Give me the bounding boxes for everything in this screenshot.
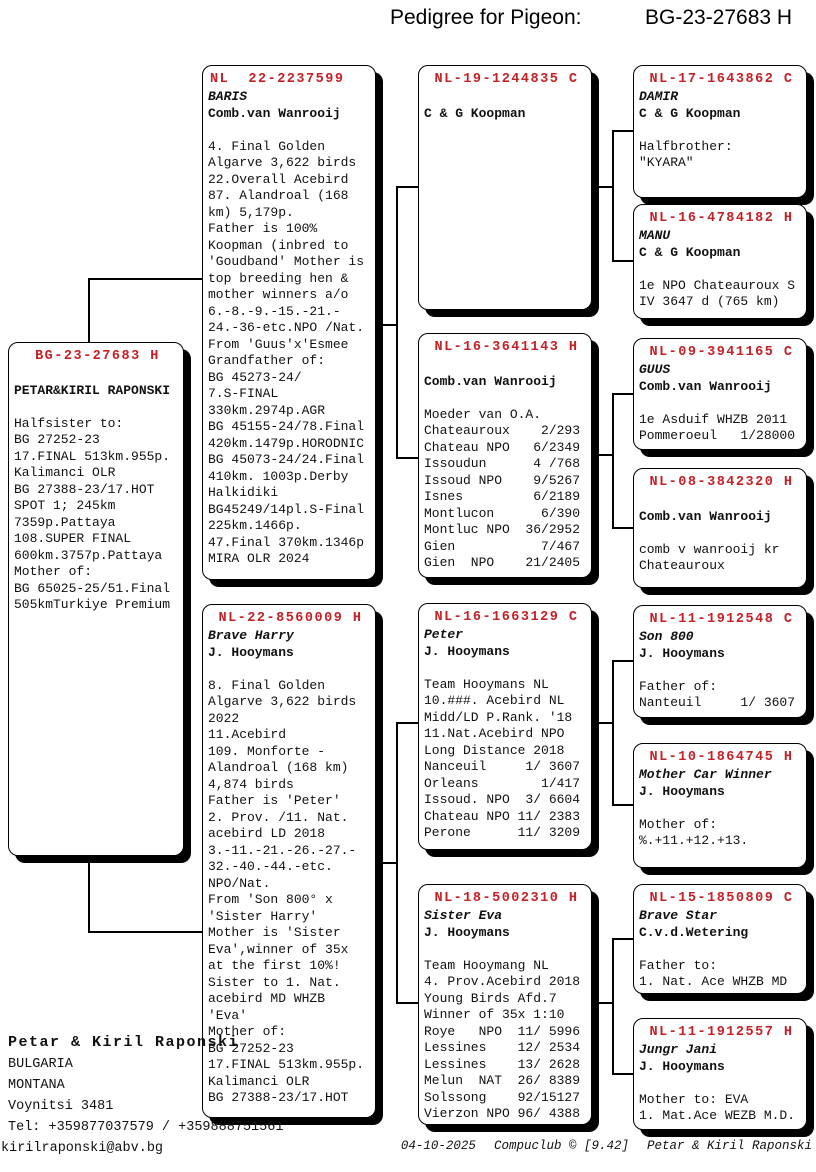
pigeon-details: Brave Star C.v.d.Wetering Father to: 1. Nat. Ace WHZB MD	[639, 908, 788, 989]
connector-line	[592, 454, 614, 456]
pedigree-box-sire	[202, 65, 376, 580]
ring-number: NL-16-3641143 H	[434, 340, 579, 355]
connector-line	[592, 186, 614, 188]
ring-number: NL-15-1850809 C	[649, 891, 794, 906]
connector-line	[612, 938, 614, 1075]
footer-owner: Petar & Kiril Raponski	[646, 1139, 812, 1153]
pedigree-box-dam-sire-dam	[633, 743, 807, 868]
connector-line	[396, 1002, 418, 1004]
connector-line	[376, 862, 398, 864]
pedigree-box-sire-sire-dam	[633, 204, 807, 319]
connector-line	[396, 186, 398, 459]
connector-line	[612, 393, 633, 395]
pigeon-details: Son 800 J. Hooymans Father of: Nanteuil 1/ 3607	[639, 629, 796, 710]
connector-line	[612, 393, 614, 529]
owner-country: BULGARIA	[8, 1057, 73, 1072]
owner-phone: Tel: +359877037579 / +359888751561	[8, 1120, 284, 1135]
pigeon-details: Jungr Jani J. Hooymans Mother to: EVA 1. Mat.Ace WEZB M.D.	[639, 1042, 796, 1123]
owner-email: kirilraponski@abv.bg	[1, 1141, 164, 1156]
ring-number: NL-09-3941165 C	[649, 345, 794, 360]
ring-number: BG-23-27683 H	[35, 349, 160, 364]
page-title-ring-number: BG-23-27683 H	[645, 6, 793, 29]
ring-number: NL-10-1864745 H	[649, 750, 794, 765]
ring-number: NL-08-3842320 H	[649, 475, 794, 490]
pigeon-details: MANU C & G Koopman 1e NPO Chateauroux S IV 3647 d (765 km)	[639, 228, 796, 309]
pigeon-details: C & G Koopman	[424, 105, 526, 121]
connector-line	[612, 938, 633, 940]
connector-line	[88, 931, 202, 933]
ring-number: NL-16-4784182 H	[649, 211, 794, 226]
pedigree-box-sire-dam-sire	[633, 338, 807, 450]
owner-address: Voynitsi 3481	[8, 1099, 114, 1114]
footer	[401, 1139, 812, 1153]
ring-number: NL-11-1912557 H	[649, 1025, 794, 1040]
connector-line	[88, 278, 202, 280]
ring-number: NL-17-1643862 C	[649, 72, 794, 87]
connector-line	[612, 130, 633, 132]
ring-number: NL-19-1244835 C	[434, 72, 579, 87]
pigeon-details: GUUS Comb.van Wanrooij 1e Asduif WHZB 2011 Pommeroeul 1/28000	[639, 362, 796, 443]
connector-line	[612, 260, 633, 262]
footer-date: 04-10-2025	[400, 1139, 476, 1153]
pigeon-details: DAMIR C & G Koopman Halfbrother: "KYARA"	[639, 89, 741, 170]
pedigree-box-sire-sire-sire	[633, 65, 807, 198]
ring-number: NL-18-5002310 H	[434, 891, 579, 906]
connector-line	[88, 856, 90, 933]
connector-line	[612, 527, 633, 529]
connector-line	[376, 324, 398, 326]
connector-line	[396, 722, 418, 724]
pedigree-box-dam-sire	[418, 603, 592, 850]
pedigree-box-dam-dam	[418, 884, 592, 1125]
connector-line	[396, 186, 418, 188]
pedigree-box-dam-dam-dam	[633, 1018, 807, 1130]
pedigree-box-sire-dam	[418, 333, 592, 578]
pedigree-box-sire-sire	[418, 65, 592, 310]
connector-line	[612, 130, 614, 262]
connector-line	[88, 278, 90, 344]
owner-block	[1, 1032, 284, 1159]
footer-app-version: Compuclub © [9.42]	[493, 1139, 629, 1153]
pedigree-box-sire-dam-dam	[633, 468, 807, 588]
connector-line	[612, 1073, 633, 1075]
pigeon-details: PETAR&KIRIL RAPONSKI Halfsister to: BG 27252-23 17.FINAL 513km.955p. Kalimanci OLR BG 27388-23/17.HOT SPOT 1; 245km 7359p.Pattaya 108.SUPER FINAL 600km.3757p.Pattaya Mother of: BG 65025-25/51.Final 505kmTurkiye Premium	[14, 382, 171, 612]
connector-line	[592, 722, 614, 724]
pigeon-details: Sister Eva J. Hooymans Team Hooymang NL 4. Prov.Acebird 2018 Young Birds Afd.7 Winner of 35x 1:10 Roye NPO 11/ 5996 Lessines 12/ 2534 Lessines 13/ 2628 Melun NAT 26/ 8389 Solssong 92/15127 Vierzon NPO 96/ 4388	[424, 908, 581, 1121]
pigeon-details: Comb.van Wanrooij comb v wanrooij kr Chateauroux	[639, 508, 780, 573]
pigeon-details: BARIS Comb.van Wanrooij 4. Final Golden Algarve 3,622 birds 22.Overall Acebird 87. Alandroal (168 km) 5,179p. Father is 100% Koopman (inbred to 'Goudband' Mother is top breeding hen & mother winners a/o 6.-8.-9.-15.-21.- 24.-36-etc.NPO /Nat. From 'Guus'x'Esmee Grandfather of: BG 45273-24/ 7.S-FINAL 330km.2974p.AGR BG 45155-24/78.Final 420km.1479p.HORODNIC BG 45073-24/24.Final 410km. 1003p.Derby Halkidiki BG45249/14pl.S-Final 225km.1466p. 47.Final 370km.1346p MIRA OLR 2024	[208, 89, 365, 566]
pedigree-box-dam-sire-sire	[633, 605, 807, 718]
connector-line	[396, 457, 418, 459]
ring-number: NL 22-2237599	[210, 72, 345, 87]
connector-line	[396, 722, 398, 1004]
pedigree-box-dam-dam-sire	[633, 884, 807, 994]
pigeon-details: Comb.van Wanrooij Moeder van O.A. Chateauroux 2/293 Chateau NPO 6/2349 Issoudun 4 /768 Issoud NPO 9/5267 Isnes 6/2189 Montlucon 6/390 Montluc NPO 36/2952 Gien 7/467 Gien NPO 21/2405	[424, 373, 581, 570]
page-title: Pedigree for Pigeon:	[390, 6, 582, 29]
pigeon-details: Mother Car Winner J. Hooymans Mother of: %.+11.+12.+13.	[639, 767, 772, 848]
ring-number: NL-11-1912548 C	[649, 612, 794, 627]
connector-line	[592, 1002, 614, 1004]
ring-number: NL-22-8560009 H	[218, 611, 363, 626]
connector-line	[612, 660, 614, 806]
connector-line	[612, 660, 633, 662]
pedigree-box-subject	[8, 342, 184, 856]
owner-city: MONTANA	[8, 1078, 65, 1093]
ring-number: NL-16-1663129 C	[434, 610, 579, 625]
owner-name: Petar & Kiril Raponski	[8, 1034, 240, 1051]
pigeon-details: Brave Harry J. Hooymans 8. Final Golden Algarve 3,622 birds 2022 11.Acebird 109. Monforte - Alandroal (168 km) 4,874 birds Father is 'Peter' 2. Prov. /11. Nat. acebird LD 2018 3.-11.-21.-26.-27.- 32.-40.-44.-etc. NPO/Nat. From 'Son 800° x 'Sister Harry' Mother is 'Sister Eva',winner of 35x at the first 10%! Sister to 1. Nat. acebird MD WHZB 'Eva' Mother of: BG 27252-23 17.FINAL 513km.955p. Kalimanci OLR BG 27388-23/17.HOT	[208, 628, 365, 1105]
connector-line	[612, 804, 633, 806]
pigeon-details: Peter J. Hooymans Team Hooymans NL 10.###. Acebird NL Midd/LD P.Rank. '18 11.Nat.Acebird NPO Long Distance 2018 Nanceuil 1/ 3607 Orleans 1/417 Issoud. NPO 3/ 6604 Chateau NPO 11/ 2383 Perone 11/ 3209	[424, 627, 581, 840]
